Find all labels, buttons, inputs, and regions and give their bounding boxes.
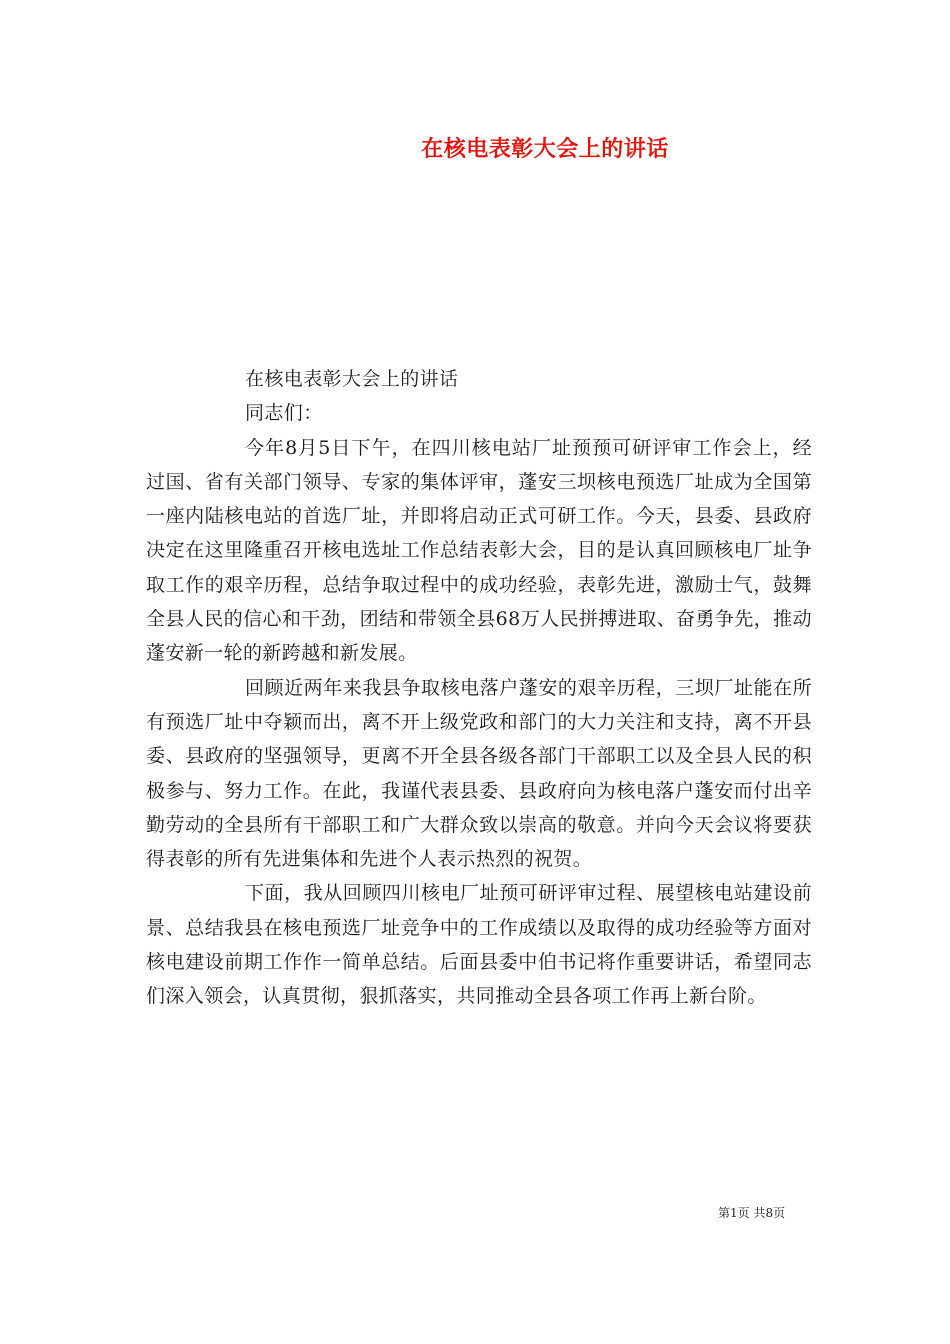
page-number: 第1页 共8页 <box>718 1206 786 1220</box>
paragraph-1: 今年8月5日下午，在四川核电站厂址预预可研评审工作会上，经过国、省有关部门领导、专家的集体评审，蓬安三坝核电预选厂址成为全国第一座内陆核电站的首选厂址，并即将启动正式可研工作。今天，县委、县政府决定在这里隆重召开核电选址工作总结表彰大会，目的是认真回顾核电厂址争取工作的艰辛历程，总结争取过程中的成功经验，表彰先进，激励士气，鼓舞全县人民的信心和干劲，团结和带领全县68万人民拼搏进取、奋勇争先，推动蓬安新一轮的新跨越和新发展。 <box>146 436 812 665</box>
salutation: 同志们： <box>245 402 323 425</box>
paragraph-2: 回顾近两年来我县争取核电落户蓬安的艰辛历程，三坝厂址能在所有预选厂址中夺颖而出，离不开上级党政和部门的大力关注和支持，离不开县委、县政府的坚强领导，更离不开全县各级各部门干部职工以及全县人民的积极参与、努力工作。在此，我谨代表县委、县政府向为核电落户蓬安而付出辛勤劳动的全县所有干部职工和广大群众致以崇高的敬意。并向今天会议将要获得表彰的所有先进集体和先进个人表示热烈的祝贺。 <box>146 676 812 871</box>
document-title: 在核电表彰大会上的讲话 <box>421 136 669 162</box>
document-subtitle: 在核电表彰大会上的讲话 <box>245 368 459 390</box>
page-footer <box>718 1204 785 1221</box>
document-body <box>146 362 812 1014</box>
paragraph-3: 下面，我从回顾四川核电厂址预可研评审过程、展望核电站建设前景、总结我县在核电预选厂址竞争中的工作成绩以及取得的成功经验等方面对核电建设前期工作作一简单总结。后面县委中伯书记将作重要讲话，希望同志们深入领会，认真贯彻，狠抓落实，共同推动全县各项工作再上新台阶。 <box>146 882 812 1008</box>
